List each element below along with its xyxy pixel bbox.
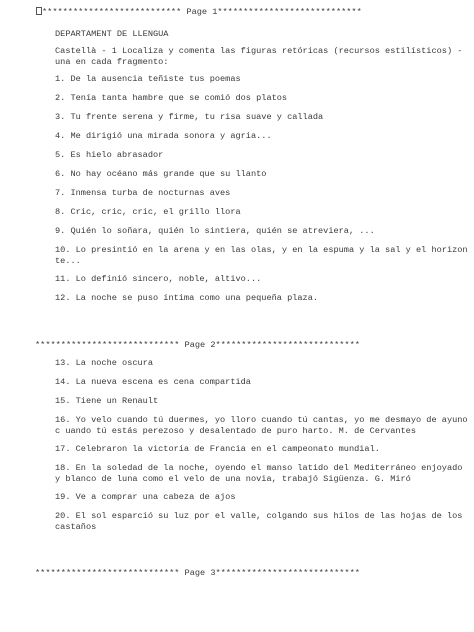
list-item: 14. La nueva escena es cena compartida <box>55 377 251 387</box>
list-item: 9. Quién lo soñara, quién lo sintiera, quién se atreviera, ... <box>55 226 375 236</box>
list-item: 15. Tiene un Renault <box>55 396 159 406</box>
list-item: 11. Lo definió sincero, noble, altivo... <box>55 274 262 284</box>
page3-separator: **************************** Page 3**************************** <box>35 568 360 578</box>
list-item: 1. De la ausencia teñiste tus poemas <box>55 74 241 84</box>
list-item: 2. Tenía tanta hambre que se comió dos platos <box>55 93 288 103</box>
list-item: 17. Celebraron la victoria de Francia en el campeonato mundial. <box>55 444 380 454</box>
list-item: 4. Me dirigió una mirada sonora y agria... <box>55 131 272 141</box>
list-item: 8. Cric, cric, cric, el grillo llora <box>55 207 241 217</box>
list-item: 19. Ve a comprar una cabeza de ajos <box>55 492 236 502</box>
list-item: 3. Tu frente serena y firme, tu risa suave y callada <box>55 112 324 122</box>
department-header: DEPARTAMENT DE LLENGUA <box>55 29 169 39</box>
list-item: 5. Es hielo abrasador <box>55 150 164 160</box>
page2-separator: **************************** Page 2**************************** <box>35 340 360 350</box>
list-item: 6. No hay océano más grande que su llanto <box>55 169 267 179</box>
instruction-text: Castellà - 1 Localiza y comenta las figuras retóricas (recursos estilísticos) -una en cada fragmento: <box>55 46 463 67</box>
list-item: 12. La noche se puso íntima como una pequeña plaza. <box>55 293 319 303</box>
list-item: 13. La noche oscura <box>55 358 153 368</box>
page1-separator: *************************** Page 1**************************** <box>36 7 362 18</box>
list-item: 7. Inmensa turba de nocturnas aves <box>55 188 231 198</box>
list-item: 10. Lo presintió en la arena y en las olas, y en la espuma y la sal y el horizon te... <box>55 245 473 266</box>
list-item: 20. El sol esparció su luz por el valle, colgando sus hilos de las hojas de los castaños <box>55 511 468 532</box>
list-item: 16. Yo velo cuando tú duermes, yo lloro cuando tú cantas, yo me desmayo de ayuno c uando tú estás perezoso y desalentado de puro harto. M. de Cervantes <box>55 415 473 436</box>
list-item: 18. En la soledad de la noche, oyendo el manso latido del Mediterráneo enjoyado y blanco de luna como el velo de una novia, trabajó Sigüenza. G. Miró <box>55 463 468 484</box>
